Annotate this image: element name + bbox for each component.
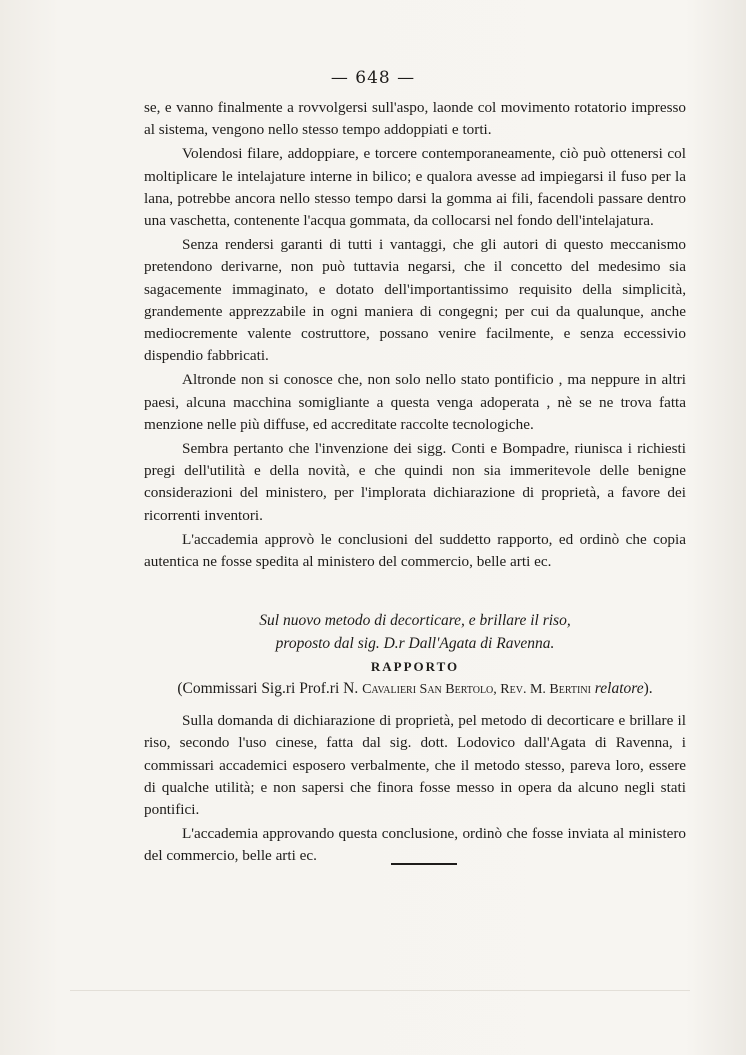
heading-line-1: Sul nuovo metodo di decorticare, e brillare il riso, [259, 612, 571, 630]
commissari-suffix: ). [643, 680, 653, 698]
closing-rule [391, 863, 457, 865]
paragraph-4: Altronde non si conosce che, non solo nello stato pontificio , ma neppure in altri paesi, alcuna macchina somigliante a questa venga adoperata , nè se ne trova fatta menzione nelle più diffuse, ed accreditate raccolte tecnologiche. [144, 371, 686, 433]
heading-line-2: proposto dal sig. D.r Dall'Agata di Ravenna. [275, 635, 555, 653]
commissari-name-2: Bertini [549, 682, 591, 698]
commissari-prefix: (Commissari Sig.ri Prof.ri N. [177, 680, 363, 698]
paragraph-2: Volendosi filare, addoppiare, e torcere contemporaneamente, ciò può ottenersi col moltiplicare le intelajature interne in bilico; e qualora avesse ad impiegarsi il fuso per la lana, potrebbe ancora nello stesso tempo darsi la gomma ai fili, facendoli passare dentro una vaschetta, contenente l'acqua gommata, da collocarsi nel fondo dell'intelajatura. [144, 145, 686, 230]
commissari-role: relatore [590, 680, 644, 698]
commissari-line [144, 677, 686, 702]
paragraph-7: Sulla domanda di dichiarazione di proprietà, pel metodo di decorticare e brillare il riso, secondo l'uso cinese, fatta dal sig. dott. Lodovico dall'Agata di Ravenna, i commissari accademici esposero verbalmente, che il metodo stesso, pareva loro, essere di qualche utilità; e non sapersi che finora fosse messo in opera da alcuno negli stati pontifici. [144, 712, 686, 819]
paragraph-6: L'accademia approvò le conclusioni del suddetto rapporto, ed ordinò che copia autentica ne fosse spedita al ministero del commercio, belle arti ec. [144, 530, 686, 571]
paragraph-3: Senza rendersi garanti di tutti i vantaggi, che gli autori di questo meccanismo pretendono derivarne, non può tuttavia negarsi, che il concetto del medesimo sia sagacemente immaginato, e dotato dell'importantissimo requisito della simplicità, grandemente apprezzabile in ogni maniera di congegni; per cui da qualunque, anche mediocremente valente costruttore, possano venire facilmente, e senza eccessivio dispendio fabbricati. [144, 236, 686, 365]
rapporto-title: RAPPORTO [370, 659, 460, 675]
paragraph-1: se, e vanno finalmente a rovvolgersi sull'aspo, laonde col movimento rotatorio impresso al sistema, vengono nello stesso tempo addoppiati e torti. [144, 99, 686, 139]
paragraph-5: Sembra pertanto che l'invenzione dei sigg. Conti e Bompadre, riunisca i richiesti pregi dell'utilità e della novità, e che quindi non sia immeritevole delle benigne considerazioni del ministero, per l'implorata dichiarazione di proprietà, a favore dei ricorrenti inventori. [144, 440, 686, 524]
paragraph-8: L'accademia approvando questa conclusione, ordinò che fosse inviata al ministero del commercio, belle arti ec. [144, 825, 686, 865]
page-number: — 648 — [330, 68, 416, 88]
commissari-mid: , Rev. M. [493, 682, 550, 698]
commissari-name-1: Cavalieri San Bertolo [362, 682, 494, 698]
page-edge-line [70, 990, 690, 991]
section-heading [144, 609, 686, 702]
body-text [144, 97, 686, 868]
